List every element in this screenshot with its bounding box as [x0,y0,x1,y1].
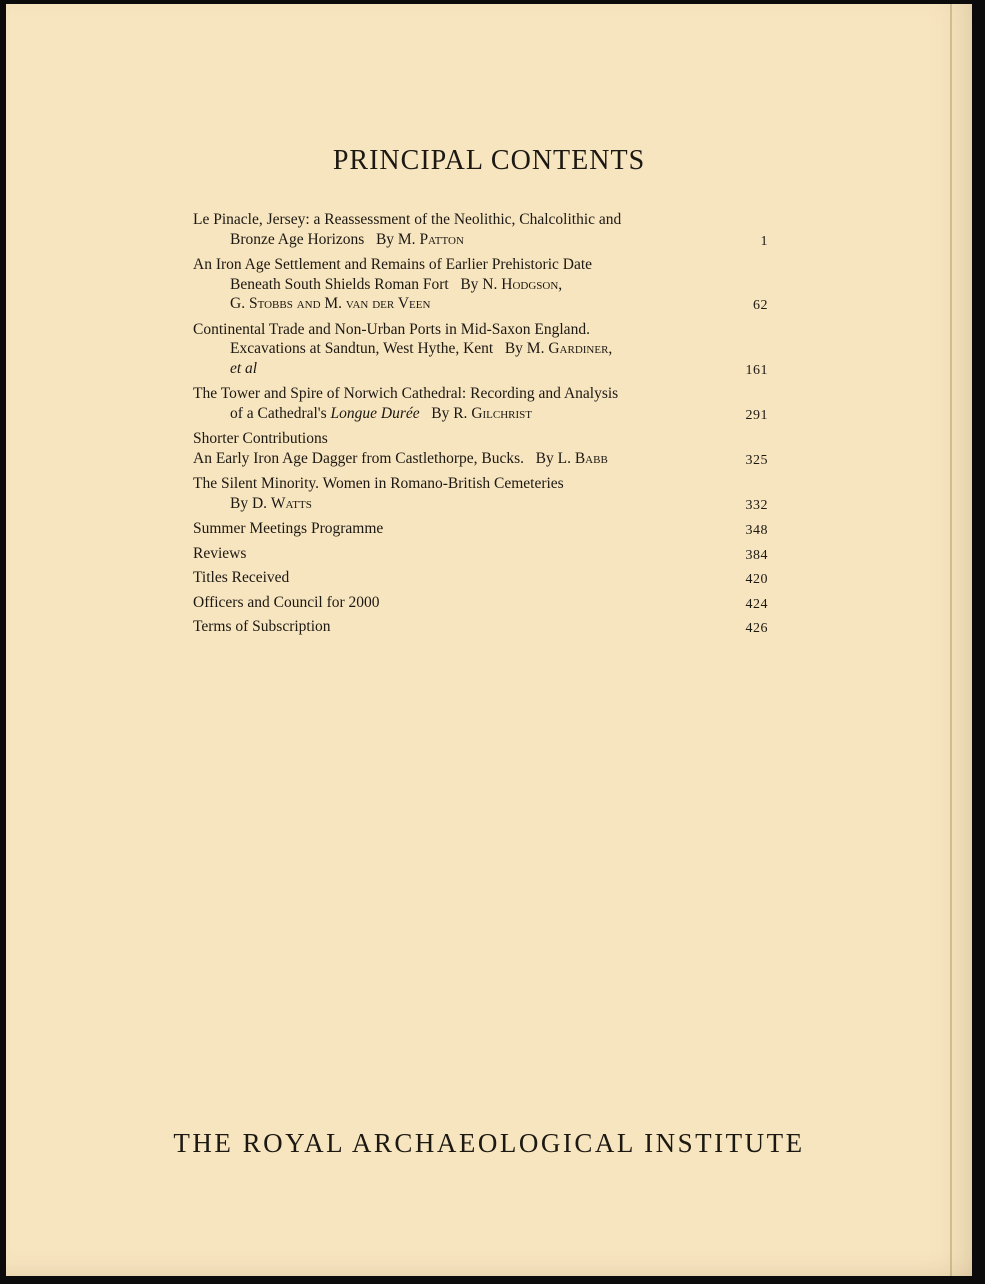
entry-title-cont: An Early Iron Age Dagger from Castlethorpe, Bucks. [193,449,525,467]
entry-author-continuation: G. Stobbs and M. van der Veen [230,295,431,312]
entry-author: Patton [419,230,464,248]
entry-title-cont: Bronze Age Horizons [230,230,365,248]
entry-title-line: Summer Meetings Programme [193,520,384,537]
toc-entry-11 [193,617,768,637]
page-number: 291 [745,407,768,423]
page-number: 426 [745,621,768,636]
entry-title-line: The Tower and Spire of Norwich Cathedral: Recording and Analysis [193,385,619,402]
page-number: 325 [745,452,768,468]
entry-section-heading: Shorter Contributions [193,430,328,447]
entry-author: Watts [270,494,312,512]
entry-byline: By R. [431,404,472,422]
toc-entry-10 [193,593,768,613]
entry-author-continuation: et al [230,359,258,377]
page-number: 420 [745,572,768,587]
toc-entry-3 [193,320,768,379]
toc-entry-8 [193,544,768,564]
entry-author: Gilchrist [471,404,533,422]
entry-author: Babb [574,449,608,467]
toc-entry-6 [193,474,768,513]
toc-entry-1 [193,210,768,249]
entry-title-continuation [193,494,768,514]
back-cover-page [6,4,972,1276]
toc-entry-2 [193,255,768,314]
entry-title-line: Reviews [193,544,247,562]
toc-entry-5 [193,429,768,468]
table-of-contents [193,210,768,642]
page-number: 332 [745,497,768,513]
toc-entry-9 [193,568,768,588]
entry-byline: By L. [535,449,575,467]
page-number: 62 [753,298,768,313]
fold-line [950,4,952,1276]
entry-title-line [193,449,768,469]
entry-title-line: Terms of Subscription [193,618,331,635]
page-number: 384 [745,547,768,563]
toc-entry-7 [193,519,768,539]
page-number: 348 [745,523,768,538]
entry-title-cont: Beneath South Shields Roman Fort [230,275,449,293]
entry-byline: By M. [504,340,549,357]
entry-title-line: Officers and Council for 2000 [193,593,380,611]
entry-byline: By D. [230,494,271,512]
entry-title-cont: Excavations at Sandtun, West Hythe, Kent [230,340,494,357]
entry-title-continuation [193,230,768,250]
entry-byline: By N. [460,275,502,293]
toc-entry-4 [193,384,768,423]
entry-author: Hodgson, [501,275,563,293]
entry-title-cont: of a Cathedral's [230,404,331,422]
entry-title-line: Le Pinacle, Jersey: a Reassessment of the Neolithic, Chalcolithic and [193,211,622,228]
entry-title-line: Titles Received [193,569,290,586]
entry-title-line: An Iron Age Settlement and Remains of Earlier Prehistoric Date [193,256,593,273]
page-number: 424 [745,596,768,612]
entry-title-line: The Silent Minority. Women in Romano-British Cemeteries [193,475,564,492]
entry-byline: By M. [375,230,420,248]
entry-title-continuation [193,339,768,359]
publisher-name: THE ROYAL ARCHAEOLOGICAL INSTITUTE [173,1128,805,1158]
page-number: 161 [745,362,768,378]
entry-title-continuation [193,404,768,424]
contents-heading: PRINCIPAL CONTENTS [332,145,646,176]
entry-title-continuation [193,275,768,295]
entry-author: Gardiner, [548,340,613,357]
entry-title-italic: Longue Durée [330,404,420,422]
entry-title-line: Continental Trade and Non-Urban Ports in Mid-Saxon England. [193,320,590,338]
page-number: 1 [760,233,768,249]
